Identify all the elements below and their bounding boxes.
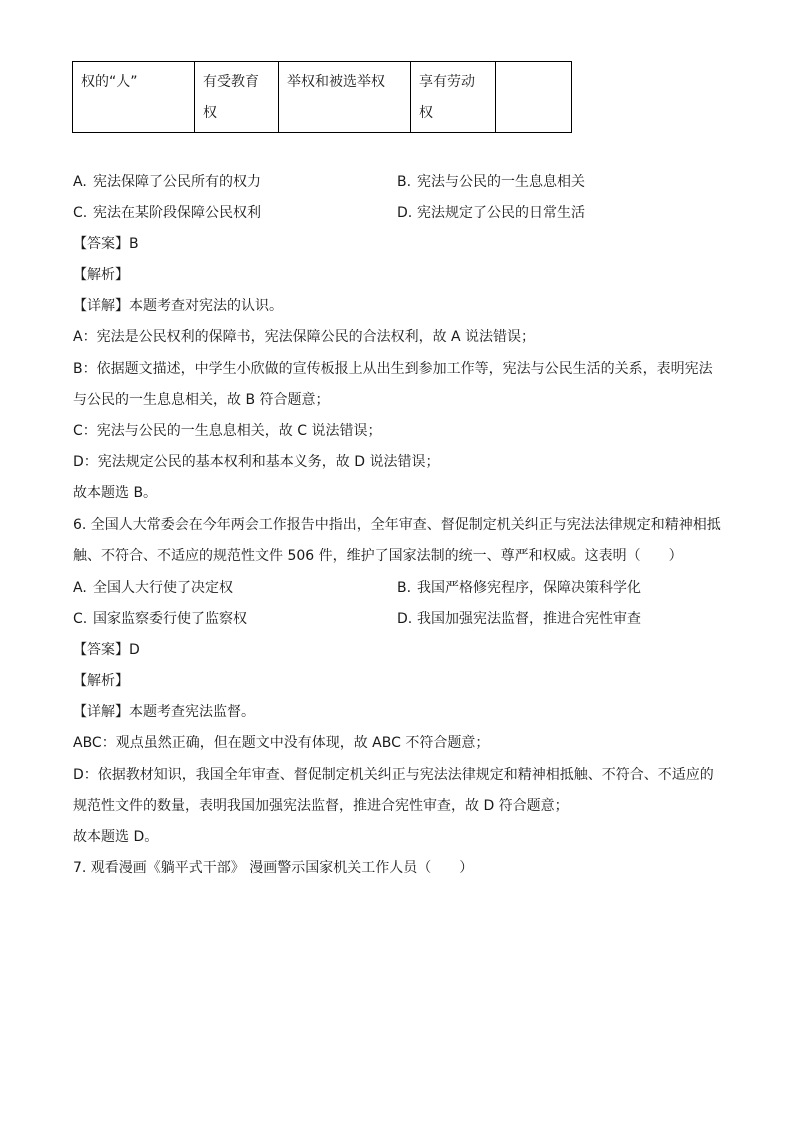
q6-analysis: 【解析】 [73, 673, 129, 689]
option-text: 宪法在某阶段保障公民权利 [93, 205, 261, 221]
q6-option-d [397, 609, 641, 629]
option-label: D. [397, 205, 413, 221]
q5-option-b [397, 172, 585, 192]
rights-table [72, 61, 572, 133]
table-cell: 举权和被选举权 [279, 62, 411, 133]
q5-option-a [73, 172, 261, 192]
option-text: 全国人大行使了决定权 [93, 580, 233, 596]
q6-option-a [73, 578, 233, 598]
q7-question: 7. 观看漫画《躺平式干部》 漫画警示国家机关工作人员（ ） [73, 860, 474, 876]
option-label: C. [73, 205, 88, 221]
table-cell: 权的“人” [73, 62, 195, 133]
option-text: 国家监察委行使了监察权 [93, 611, 247, 627]
q6-conclusion: 故本题选 D。 [73, 829, 159, 845]
table-cell [496, 62, 572, 133]
option-label: B. [397, 580, 412, 596]
q5-option-c [73, 203, 261, 223]
q5-detail: 【详解】本题考查对宪法的认识。 [73, 298, 283, 314]
table-cell: 有受教育权 [195, 62, 279, 133]
option-text: 我国严格修宪程序，保障决策科学化 [417, 580, 641, 596]
option-label: A. [73, 174, 87, 190]
option-text: 宪法保障了公民所有的权力 [93, 174, 261, 190]
q5-conclusion: 故本题选 B。 [73, 485, 158, 501]
q6-answer: 【答案】D [73, 642, 140, 658]
q5-line-c: C：宪法与公民的一生息息相关，故 C 说法错误； [73, 423, 382, 439]
q5-line-d: D：宪法规定公民的基本权利和基本义务，故 D 说法错误； [73, 454, 440, 470]
q5-analysis: 【解析】 [73, 267, 129, 283]
option-label: A. [73, 580, 87, 596]
q6-line-d: D：依据教材知识，我国全年审查、督促制定机关纠正与宪法法律规定和精神相抵触、不符合、不适应的规范性文件的数量，表明我国加强宪法监督，推进合宪性审查，故 D 符合题意； [73, 767, 714, 814]
q6-question: 6. 全国人大常委会在今年两会工作报告中指出，全年审查、督促制定机关纠正与宪法法律规定和精神相抵触、不符合、不适应的规范性文件 506 件，维护了国家法制的统一、尊严和权威。这表明（ ） [73, 517, 721, 564]
q5-answer: 【答案】B [73, 236, 139, 252]
q5-line-b: B：依据题文描述，中学生小欣做的宣传板报上从出生到参加工作等，宪法与公民生活的关系，表明宪法与公民的一生息息相关，故 B 符合题意； [73, 361, 713, 408]
option-label: C. [73, 611, 88, 627]
q5-line-a: A：宪法是公民权利的保障书，宪法保障公民的合法权利，故 A 说法错误； [73, 329, 536, 345]
table-cell: 享有劳动权 [411, 62, 496, 133]
option-text: 宪法规定了公民的日常生活 [417, 205, 585, 221]
q6-option-c [73, 609, 247, 629]
q5-option-d [397, 203, 585, 223]
option-text: 宪法与公民的一生息息相关 [417, 174, 585, 190]
option-label: B. [397, 174, 412, 190]
q6-detail: 【详解】本题考查宪法监督。 [73, 704, 255, 720]
option-text: 我国加强宪法监督，推进合宪性审查 [417, 611, 641, 627]
q6-option-b [397, 578, 641, 598]
table-row [73, 62, 572, 133]
q6-line-abc: ABC：观点虽然正确，但在题文中没有体现，故 ABC 不符合题意； [73, 735, 490, 751]
option-label: D. [397, 611, 413, 627]
